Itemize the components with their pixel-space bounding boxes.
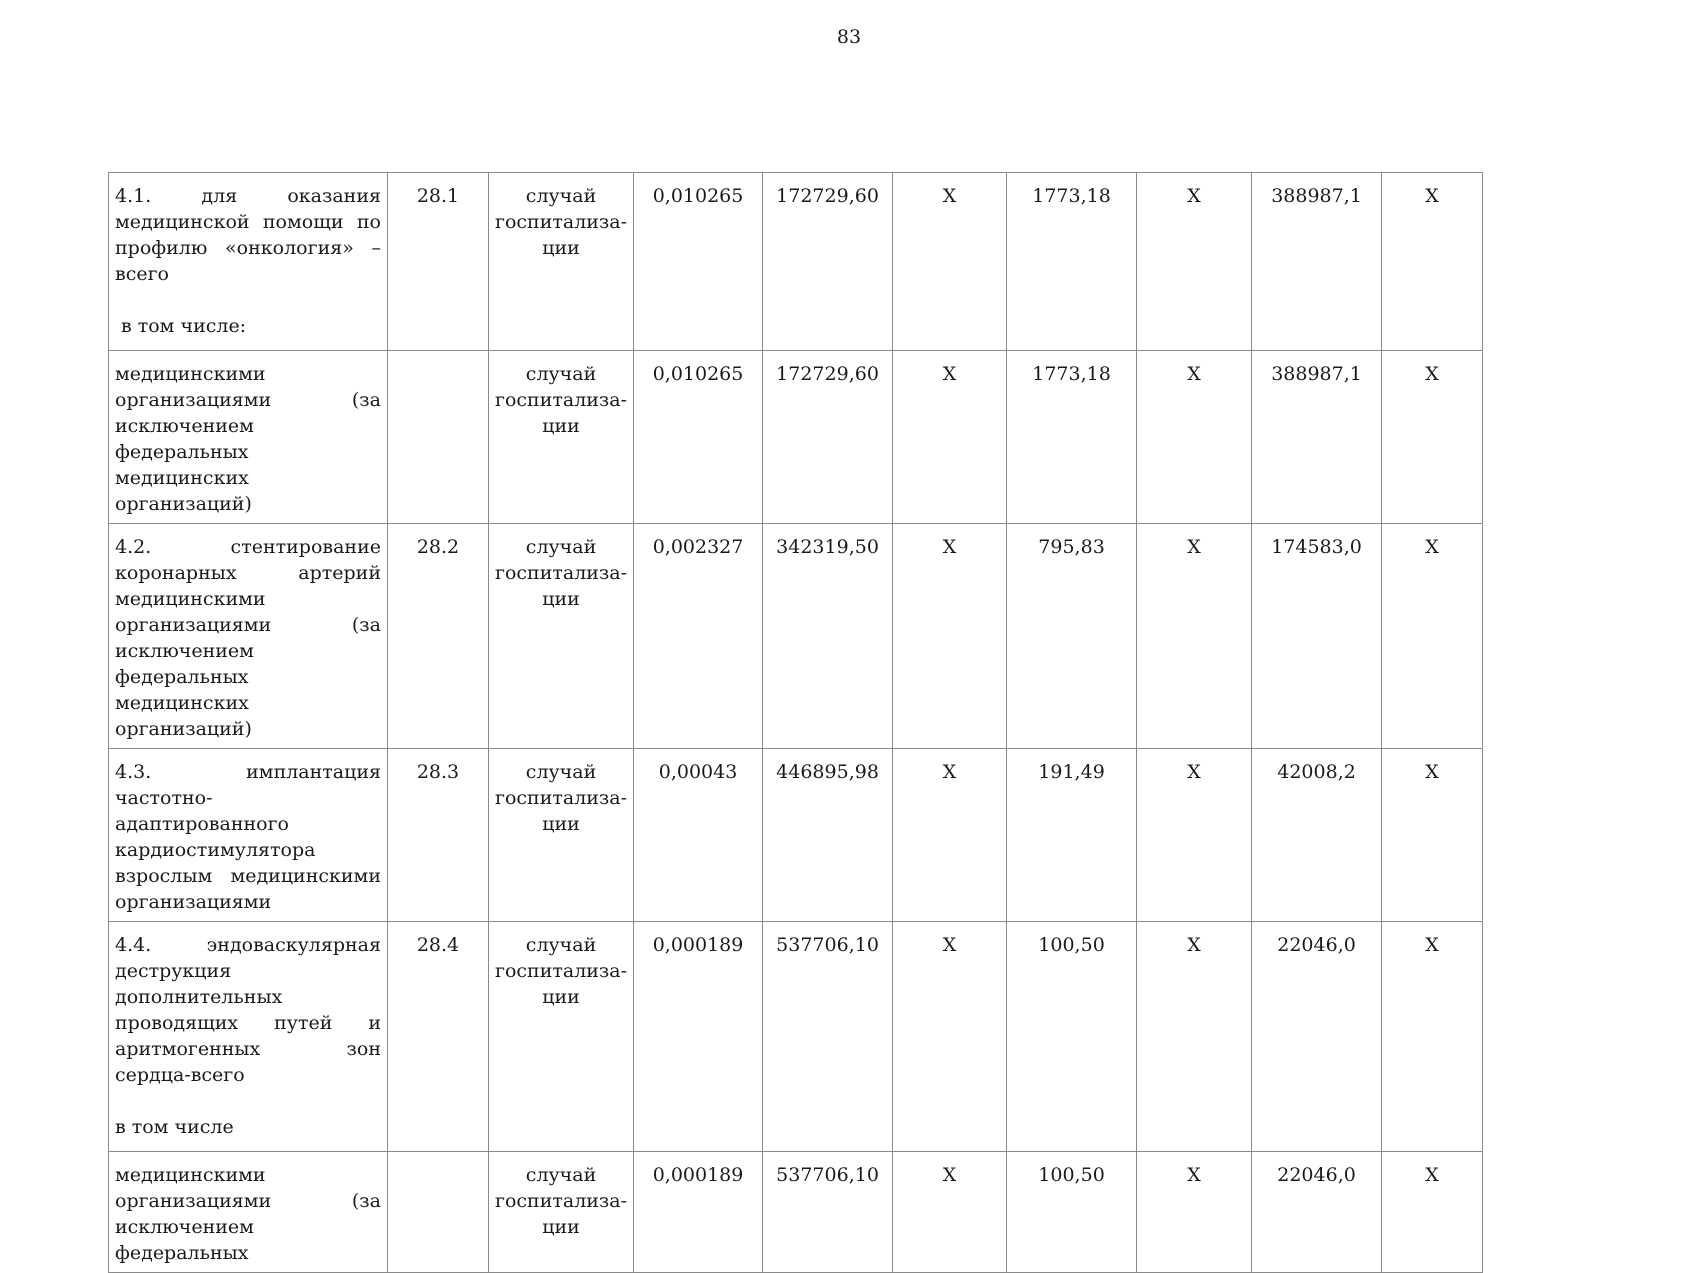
row-norm: 0,010265 <box>634 351 763 524</box>
row-description-cell <box>109 922 388 1152</box>
row-cost: 537706,10 <box>763 1152 893 1273</box>
row-col-9: 174583,0 <box>1252 524 1382 749</box>
table-row <box>109 922 1483 1152</box>
row-cost: 342319,50 <box>763 524 893 749</box>
row-unit <box>489 524 634 749</box>
row-col-6: X <box>893 922 1007 1152</box>
row-col-10: X <box>1382 524 1483 749</box>
row-norm: 0,002327 <box>634 524 763 749</box>
row-col-10: X <box>1382 749 1483 922</box>
row-col-6: X <box>893 173 1007 351</box>
row-description: 4.3. имплантация частотно-адаптированного кардиостимулятора взрослым медицинскими организациями <box>115 761 381 913</box>
row-unit <box>489 173 634 351</box>
row-description: 4.4. эндоваскулярная деструкция дополнительных проводящих путей и аритмогенных зон сердца-всего <box>115 934 381 1086</box>
data-table <box>108 172 1483 1273</box>
row-code: 28.1 <box>388 173 489 351</box>
unit-line-3: ции <box>542 986 580 1008</box>
row-norm: 0,010265 <box>634 173 763 351</box>
row-description: 4.2. стентирование коронарных артерий медицинскими организациями (за исключением федеральных медицинских организаций) <box>115 536 381 740</box>
row-col-9: 388987,1 <box>1252 351 1382 524</box>
row-description: 4.1. для оказания медицинской помощи по профилю «онкология» – всего <box>115 185 381 285</box>
unit-line-3: ции <box>542 237 580 259</box>
unit-line-1: случай <box>525 536 597 558</box>
unit-line-2: госпитализа- <box>495 211 628 233</box>
row-cost: 537706,10 <box>763 922 893 1152</box>
row-code <box>388 1152 489 1273</box>
row-unit <box>489 922 634 1152</box>
row-norm: 0,000189 <box>634 1152 763 1273</box>
unit-line-3: ции <box>542 813 580 835</box>
row-col-7: 795,83 <box>1007 524 1137 749</box>
row-col-6: X <box>893 1152 1007 1273</box>
row-description: медицинскими организациями (за исключением федеральных медицинских организаций) <box>115 363 381 515</box>
unit-line-3: ции <box>542 415 580 437</box>
row-norm: 0,000189 <box>634 922 763 1152</box>
row-col-10: X <box>1382 922 1483 1152</box>
row-col-7: 1773,18 <box>1007 351 1137 524</box>
row-col-8: X <box>1137 749 1252 922</box>
row-col-6: X <box>893 749 1007 922</box>
row-code: 28.3 <box>388 749 489 922</box>
unit-line-2: госпитализа- <box>495 389 628 411</box>
row-code <box>388 351 489 524</box>
unit-line-1: случай <box>525 761 597 783</box>
unit-line-3: ции <box>542 588 580 610</box>
row-col-10: X <box>1382 1152 1483 1273</box>
row-col-8: X <box>1137 922 1252 1152</box>
unit-line-3: ции <box>542 1216 580 1238</box>
row-description-cell <box>109 173 388 351</box>
row-col-6: X <box>893 524 1007 749</box>
row-cost: 172729,60 <box>763 173 893 351</box>
row-col-9: 22046,0 <box>1252 922 1382 1152</box>
table-row <box>109 173 1483 351</box>
row-cost: 446895,98 <box>763 749 893 922</box>
unit-line-1: случай <box>525 363 597 385</box>
row-col-6: X <box>893 351 1007 524</box>
unit-line-1: случай <box>525 1164 597 1186</box>
row-unit <box>489 1152 634 1273</box>
table-row <box>109 749 1483 922</box>
unit-line-1: случай <box>525 185 597 207</box>
table-row <box>109 1152 1483 1273</box>
unit-line-1: случай <box>525 934 597 956</box>
row-description-cell <box>109 524 388 749</box>
unit-line-2: госпитализа- <box>495 562 628 584</box>
table-row <box>109 524 1483 749</box>
unit-line-2: госпитализа- <box>495 787 628 809</box>
row-col-7: 100,50 <box>1007 922 1137 1152</box>
row-col-8: X <box>1137 1152 1252 1273</box>
row-col-8: X <box>1137 351 1252 524</box>
row-col-9: 22046,0 <box>1252 1152 1382 1273</box>
row-col-10: X <box>1382 351 1483 524</box>
row-code: 28.4 <box>388 922 489 1152</box>
row-unit <box>489 749 634 922</box>
row-col-7: 100,50 <box>1007 1152 1137 1273</box>
row-unit <box>489 351 634 524</box>
row-col-7: 191,49 <box>1007 749 1137 922</box>
row-norm: 0,00043 <box>634 749 763 922</box>
row-col-10: X <box>1382 173 1483 351</box>
row-note: в том числе <box>115 1116 234 1138</box>
row-description-cell <box>109 749 388 922</box>
row-description-cell <box>109 351 388 524</box>
row-cost: 172729,60 <box>763 351 893 524</box>
row-description-cell <box>109 1152 388 1273</box>
unit-line-2: госпитализа- <box>495 1190 628 1212</box>
row-description: медицинскими организациями (за исключением федеральных <box>115 1164 381 1264</box>
row-note: в том числе: <box>121 315 247 337</box>
row-col-9: 388987,1 <box>1252 173 1382 351</box>
unit-line-2: госпитализа- <box>495 960 628 982</box>
row-col-7: 1773,18 <box>1007 173 1137 351</box>
table-row <box>109 351 1483 524</box>
page-number: 83 <box>836 26 862 48</box>
row-col-9: 42008,2 <box>1252 749 1382 922</box>
row-code: 28.2 <box>388 524 489 749</box>
row-col-8: X <box>1137 173 1252 351</box>
row-col-8: X <box>1137 524 1252 749</box>
